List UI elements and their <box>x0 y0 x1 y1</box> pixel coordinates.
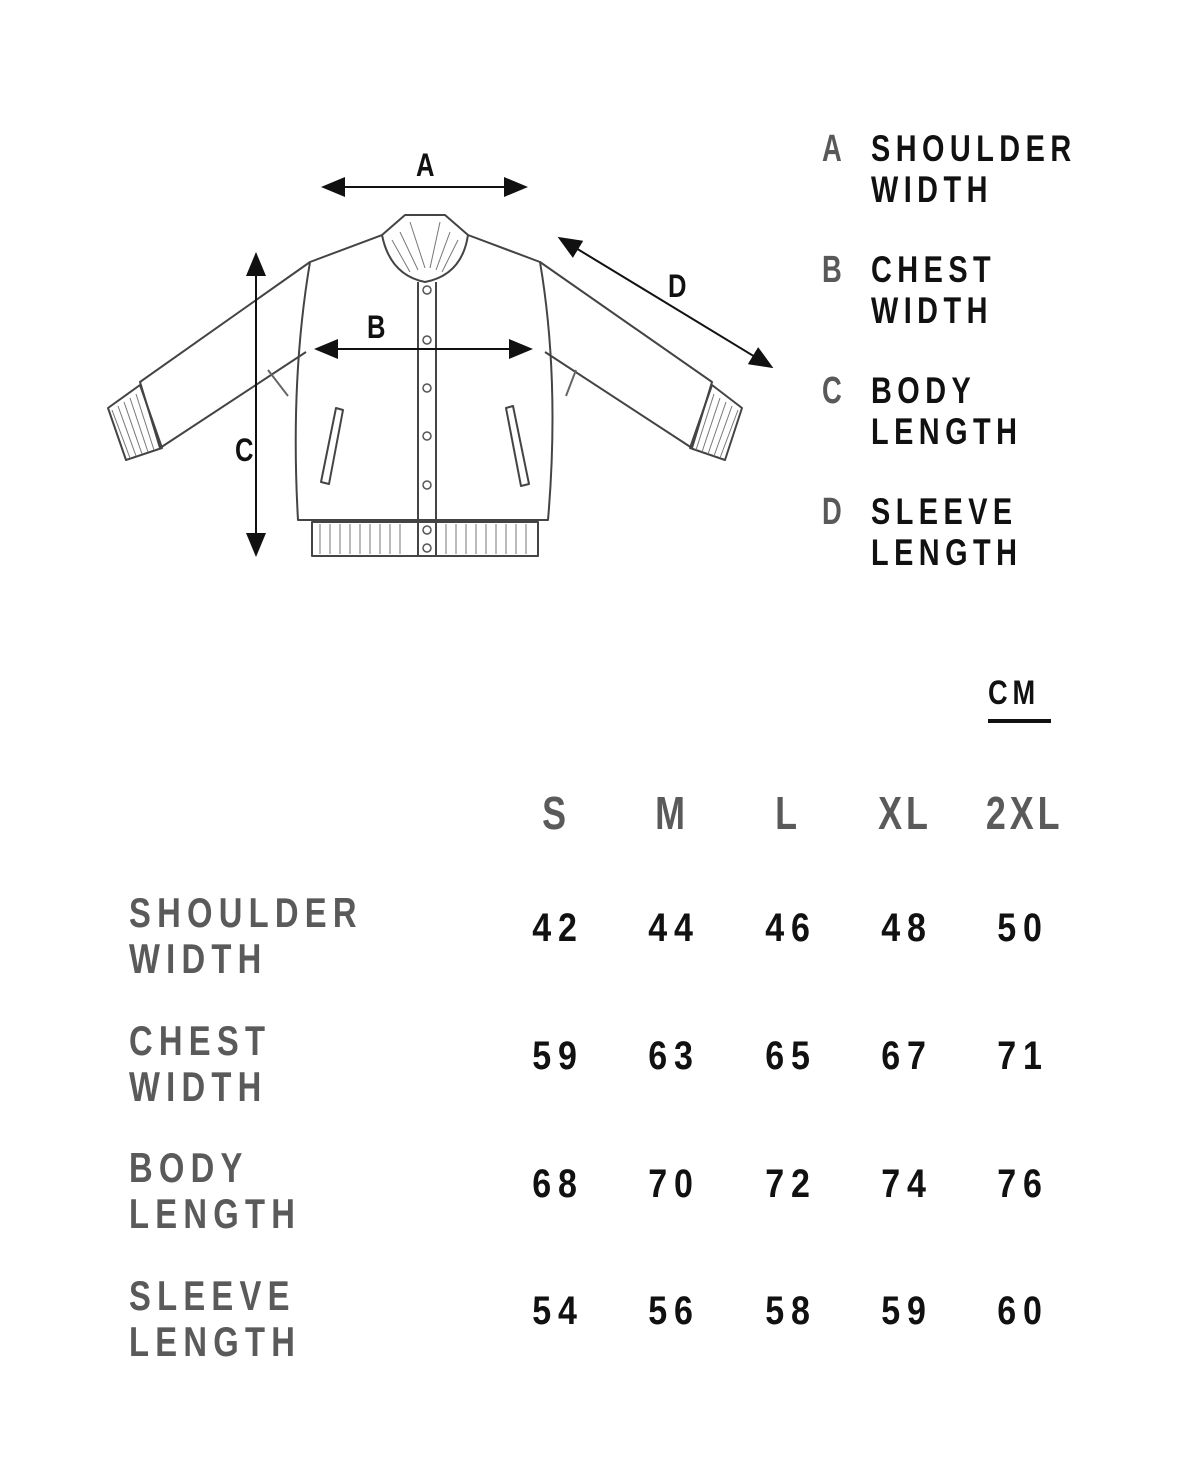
table-cell: 63 <box>648 1034 700 1078</box>
table-cell: 48 <box>881 906 933 950</box>
legend-letter: C <box>822 370 844 412</box>
right-pocket <box>506 406 529 486</box>
table-cell: 68 <box>532 1162 584 1206</box>
table-cell: 60 <box>997 1289 1049 1333</box>
label-c: C <box>235 433 254 469</box>
table-cell: 65 <box>765 1034 817 1078</box>
jacket-collar <box>382 215 468 282</box>
table-cell: 50 <box>997 906 1049 950</box>
size-header-l: L <box>775 787 801 839</box>
row-label-sleeve-length: SLEEVE LENGTH <box>129 1272 302 1365</box>
unit-underline <box>988 719 1051 723</box>
legend-text: SHOULDER WIDTH <box>871 128 1077 210</box>
table-cell: 71 <box>997 1034 1049 1078</box>
table-cell: 59 <box>881 1289 933 1333</box>
size-header-2xl: 2XL <box>985 787 1064 839</box>
table-cell: 67 <box>881 1034 933 1078</box>
table-cell: 42 <box>532 906 584 950</box>
legend-letter: B <box>822 249 844 291</box>
jacket-body <box>296 235 553 520</box>
table-cell: 44 <box>648 906 700 950</box>
legend-text: SLEEVE LENGTH <box>871 491 1023 573</box>
label-b: B <box>367 310 386 346</box>
size-header-xl: XL <box>878 787 932 839</box>
legend-letter: A <box>822 128 844 170</box>
label-d: D <box>668 269 687 305</box>
legend-letter: D <box>822 491 844 533</box>
unit-label: CM <box>988 674 1040 712</box>
table-cell: 58 <box>765 1289 817 1333</box>
arrow-d <box>561 239 770 366</box>
size-header-s: S <box>542 787 570 839</box>
table-cell: 70 <box>648 1162 700 1206</box>
jacket-diagram <box>0 0 800 600</box>
table-cell: 56 <box>648 1289 700 1333</box>
row-label-body-length: BODY LENGTH <box>129 1144 302 1237</box>
legend-text: CHEST WIDTH <box>871 249 997 331</box>
table-cell: 54 <box>532 1289 584 1333</box>
size-header-m: M <box>655 787 689 839</box>
left-sleeve <box>140 262 310 448</box>
table-cell: 76 <box>997 1162 1049 1206</box>
table-cell: 74 <box>881 1162 933 1206</box>
row-label-shoulder-width: SHOULDER WIDTH <box>129 889 363 982</box>
label-a: A <box>416 148 435 184</box>
table-cell: 46 <box>765 906 817 950</box>
left-pocket <box>321 408 343 484</box>
row-label-chest-width: CHEST WIDTH <box>129 1017 272 1110</box>
legend-text: BODY LENGTH <box>871 370 1023 452</box>
table-cell: 59 <box>532 1034 584 1078</box>
right-cuff <box>690 385 742 460</box>
table-cell: 72 <box>765 1162 817 1206</box>
